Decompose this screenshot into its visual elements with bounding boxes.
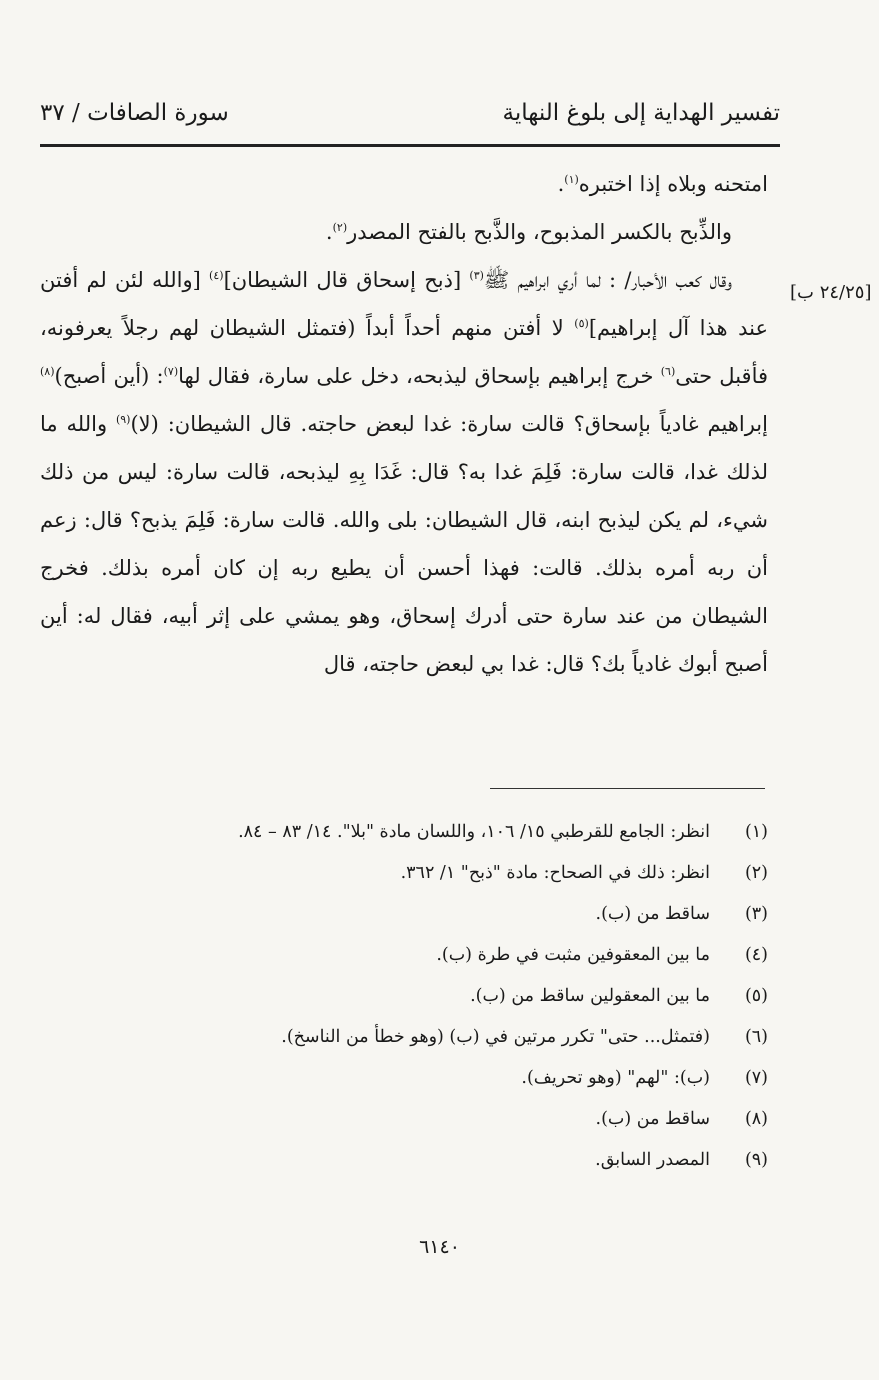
footnote-mark: (٤) — [209, 269, 224, 282]
main-text — [40, 160, 768, 688]
page-number: ٦١٤٠ — [419, 1236, 460, 1258]
paragraph-3-part-h: والله ما لذلك غدا، قالت سارة: فَلِمَ غدا به؟ قال: غَدَا بِهِ ليذبحه، قالت سارة: ليس من ذلك شيء، لم يكن ليذبح ابنه، قال الشيطان: بلى والله. قالت سارة: فَلِمَ يذبح؟ قال: زعم أن ربه أمره بذلك. قالت: فهذا أحسن أن يطيع ربه إن كان أمره بذلك. فخرج الشيطان من عند سارة حتى أدرك إسحاق، وهو يمشي على إثر أبيه، فقال له: أين أصبح أبوك غادياً بك؟ قال: غدا بي لبعض حاجته، قال — [40, 412, 768, 676]
footnote-mark: (٢) — [332, 221, 348, 234]
footnote-text: ما بين المعقوفين مثبت في طرة (ب). — [436, 945, 710, 965]
footnote-item — [40, 853, 768, 894]
paragraph-1-text: امتحنه وبلاه إذا اختبره — [578, 172, 768, 196]
footnote-text: انظر: الجامع للقرطبي ١٥/ ١٠٦، واللسان مادة "بلا". ١٤/ ٨٣ – ٨٤. — [238, 822, 710, 842]
footnote-item — [40, 1058, 768, 1099]
footnote-item — [40, 1099, 768, 1140]
footnote-number: (٩) — [744, 1150, 768, 1170]
paragraph-2-text: والذِّبح بالكسر المذبوح، والذَّبح بالفتح المصدر — [347, 220, 732, 244]
footnote-item — [40, 976, 768, 1017]
footnote-text: (فتمثل... حتى" تكرر مرتين في (ب) (وهو خطأ من الناسخ). — [281, 1027, 710, 1047]
paragraph-2-end: . — [325, 220, 333, 244]
paragraph-1-end: . — [557, 172, 565, 196]
footnote-item — [40, 935, 768, 976]
footnote-text: (ب): "لهم" (وهو تحريف). — [521, 1068, 710, 1088]
footnote-number: (١) — [744, 822, 768, 842]
footnote-mark: (٦) — [660, 365, 676, 378]
paragraph-3 — [40, 256, 768, 688]
footnote-number: (٥) — [744, 986, 768, 1006]
footnote-number: (٦) — [744, 1027, 768, 1047]
paragraph-3-part-e: خرج إبراهيم بإسحاق ليذبحه، دخل على سارة، فقال لها — [178, 364, 661, 388]
footnote-mark: (٥) — [574, 317, 589, 330]
footnote-mark: (٧) — [163, 365, 179, 378]
paragraph-3-part-f: : (أين أصبح) — [54, 364, 164, 388]
footnote-text: ما بين المعقولين ساقط من (ب). — [470, 986, 710, 1006]
footnote-mark: (١) — [564, 173, 579, 186]
footnote-number: (٤) — [744, 945, 768, 965]
paragraph-3-part-g: إبراهيم غادياً بإسحاق؟ قالت سارة: غدا لبعض حاجته. قال الشيطان: (لا) — [130, 412, 768, 436]
surah-label: سورة الصافات / ٣٧ — [40, 100, 229, 126]
book-title: تفسير الهداية إلى بلوغ النهاية — [502, 100, 780, 126]
footnote-text: انظر: ذلك في الصحاح: مادة "ذبح" ١/ ٣٦٢. — [400, 863, 710, 883]
footnote-mark: (٨) — [40, 365, 55, 378]
running-header — [40, 100, 780, 147]
footnote-number: (٧) — [744, 1068, 768, 1088]
footnote-number: (٢) — [744, 863, 768, 883]
footnote-separator — [490, 788, 765, 789]
manuscript-folio-note: [٢٤/٢٥ ب] — [790, 282, 872, 303]
footnote-mark: (٩) — [115, 413, 131, 426]
footnotes-list — [40, 812, 768, 1181]
footnote-number: (٣) — [744, 904, 768, 924]
paragraph-3-part-a: وقال كعب الأحبار/ : لما أري ابراهيم ﷺ — [483, 268, 732, 292]
paragraph-2 — [40, 208, 768, 256]
footnote-mark: (٣) — [469, 269, 484, 282]
footnote-text: المصدر السابق. — [595, 1150, 710, 1170]
footnote-item — [40, 1140, 768, 1181]
footnote-item — [40, 894, 768, 935]
footnote-text: ساقط من (ب). — [595, 904, 710, 924]
footnote-item — [40, 812, 768, 853]
footnote-item — [40, 1017, 768, 1058]
paragraph-3-part-b: [ذبح إسحاق قال الشيطان] — [223, 268, 470, 292]
footnote-number: (٨) — [744, 1109, 768, 1129]
paragraph-3-part-c: [والله لئن لم أفتن عند هذا آل إبراهيم] — [40, 268, 769, 340]
paragraph-1 — [40, 160, 768, 208]
footnote-text: ساقط من (ب). — [595, 1109, 710, 1129]
paragraph-3-part-d: لا أفتن منهم أحداً أبداً (فتمثل الشيطان لهم رجلاً يعرفونه، فأقبل حتى — [40, 316, 769, 388]
